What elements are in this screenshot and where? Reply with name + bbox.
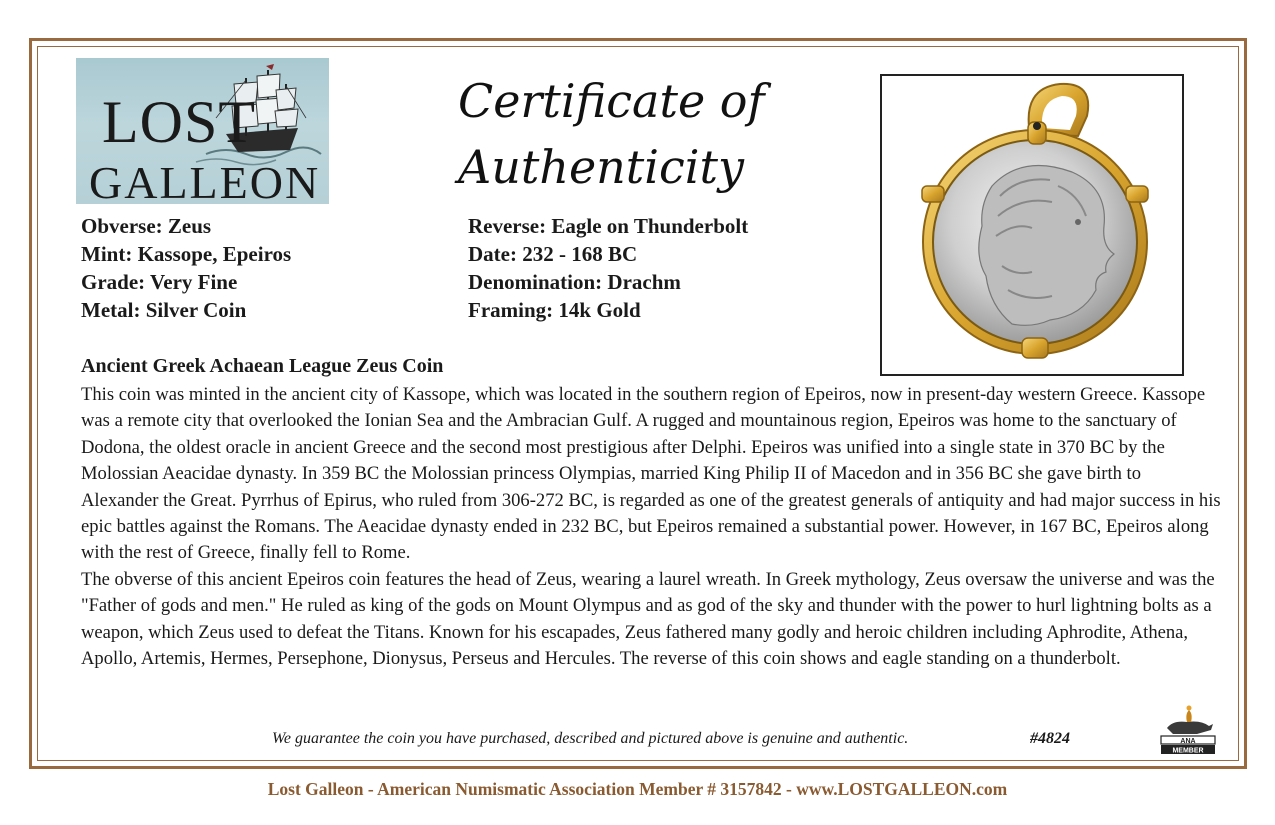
coin-details-left [81, 212, 291, 324]
detail-reverse: Reverse: Eagle on Thunderbolt [468, 214, 749, 238]
detail-mint: Mint: Kassope, Epeiros [81, 242, 292, 266]
lamp-icon [1153, 702, 1223, 758]
title-line-1: Certificate of [458, 74, 765, 128]
coin-heading: Ancient Greek Achaean League Zeus Coin [81, 355, 444, 377]
detail-framing: Framing: 14k Gold [468, 298, 641, 322]
detail-denomination: Denomination: Drachm [468, 270, 681, 294]
footer-contact: Lost Galleon - American Numismatic Association Member # 3157842 - www.LOSTGALLEON.com [267, 779, 1008, 799]
ana-badge-top-text: ANA [1180, 738, 1196, 745]
ana-badge-bottom-text: MEMBER [1172, 747, 1204, 755]
title-line-2: Authenticity [458, 140, 744, 194]
detail-obverse: Obverse: Zeus [81, 214, 212, 238]
certificate-title [458, 68, 838, 200]
logo-text-galleon: GALLEON [89, 157, 321, 204]
guarantee-statement: We guarantee the coin you have purchased, described and pictured above is genuine and authentic. [272, 730, 909, 747]
certificate-number: #4824 [1030, 730, 1070, 747]
coin-details-right [468, 212, 748, 324]
logo-text-lost: LOST [102, 89, 256, 155]
ana-member-badge [1153, 702, 1223, 758]
lost-galleon-logo [76, 58, 329, 204]
history-paragraph: This coin was minted in the ancient city of Kassope, which was located in the southern region of Epeiros, now in present-day western Greece. Kassope was a remote city that overlooked the Ionian Sea and the Ambracian Gulf. A rugged and mountainous region, Epeiros was home to the sanctuary of Dodona, the oldest oracle in ancient Greece and the second most prestigious after Delphi. Epeiros was unified into a single state in 370 BC by the Molossian Aeacidae dynasty. In 359 BC the Molossian princess Olympias, married King Philip II of Macedon and in 356 BC she gave birth to Alexander the Great. Pyrrhus of Epirus, who ruled from 306-272 BC, is regarded as one of the greatest generals of antiquity and had major success in his epic battles against the Romans. The Aeacidae dynasty ended in 232 BC, but Epeiros remained a substantial power. However, in 167 BC, Epeiros along with the rest of Greece, finally fell to Rome. [81, 384, 1221, 564]
coin-description [81, 382, 1221, 672]
coin-photo [880, 74, 1184, 376]
obverse-paragraph: The obverse of this ancient Epeiros coin features the head of Zeus, wearing a laurel wreath. In Greek mythology, Zeus oversaw the universe and was the "Father of gods and men." He ruled as king of the gods on Mount Olympus and as god of the sky and thunder with the power to hurl lightning bolts as a weapon, which Zeus used to defeat the Titans. Known for his escapades, Zeus fathered many godly and heroic children including Aphrodite, Athena, Apollo, Artemis, Hermes, Persephone, Dionysus, Perseus and Hercules. The reverse of this coin shows and eagle standing on a thunderbolt. [81, 568, 1215, 670]
coin-pendant-image [882, 76, 1182, 374]
detail-metal: Metal: Silver Coin [81, 298, 247, 322]
detail-date: Date: 232 - 168 BC [468, 242, 638, 266]
detail-grade: Grade: Very Fine [81, 270, 238, 294]
